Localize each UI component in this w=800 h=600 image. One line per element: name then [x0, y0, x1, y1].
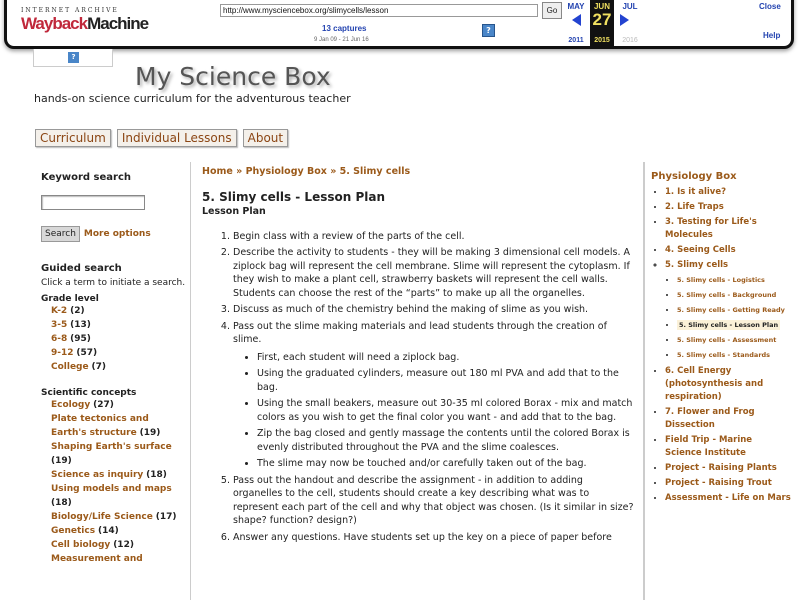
more-options-link[interactable]: More options — [83, 229, 151, 239]
sidebar-item[interactable]: • Assessment - Life on Mars — [665, 492, 791, 505]
sub-step: • Using the graduated cylinders, measure out 180 ml PVA and add that to the bag. — [257, 367, 634, 394]
help-icon[interactable]: ? — [482, 24, 495, 37]
wayback-logo-machine: Machine — [87, 14, 149, 33]
sidebar-item[interactable]: • Project - Raising Plants — [665, 462, 791, 475]
slimy-cells-sublist — [665, 275, 791, 360]
grade-level-heading: Grade level — [41, 294, 99, 304]
prev-arrow-icon[interactable] — [572, 14, 581, 26]
lesson-step: 6. Answer any questions. Have students set up the key on a piece of paper before — [233, 531, 634, 545]
facet-item[interactable]: Measurement and — [51, 554, 143, 564]
facet-item[interactable]: Biology/Life Science (17) — [51, 512, 177, 522]
sidebar-subitem-active[interactable]: • 5. Slimy cells - Lesson Plan — [677, 320, 791, 330]
sidebar-subitem[interactable]: • 5. Slimy cells - Standards — [677, 350, 791, 360]
wayback-go-button[interactable]: Go — [542, 2, 562, 19]
facet-item[interactable]: Using models and maps (18) — [51, 484, 172, 508]
slime-sub-steps — [233, 351, 634, 471]
calendar-next[interactable] — [617, 0, 643, 47]
captures-link[interactable]: 13 captures — [322, 24, 367, 33]
sidebar-item[interactable]: • 4. Seeing Cells — [665, 244, 791, 257]
site-title[interactable]: My Science Box — [135, 62, 331, 91]
sidebar-subitem[interactable]: • 5. Slimy cells - Getting Ready — [677, 305, 791, 315]
scientific-concepts-list — [41, 398, 186, 566]
nav-about[interactable]: About — [243, 129, 288, 147]
main-content — [202, 165, 634, 547]
page-title: 5. Slimy cells - Lesson Plan — [202, 189, 385, 204]
facet-item[interactable]: 6-8 (95) — [51, 334, 91, 344]
facet-item[interactable]: Genetics (14) — [51, 526, 119, 536]
wayback-help-link[interactable]: Help — [763, 31, 781, 40]
calendar-current — [590, 0, 614, 47]
current-month: JUN — [593, 2, 610, 11]
sidebar-subitem[interactable]: • 5. Slimy cells - Assessment — [677, 335, 791, 345]
sidebar-item[interactable]: • 1. Is it alive? — [665, 186, 791, 199]
search-button[interactable]: Search — [41, 226, 80, 242]
page-subtitle: Lesson Plan — [202, 206, 266, 217]
internet-archive-label: INTERNET ARCHIVE — [21, 7, 119, 14]
wayback-toolbar — [4, 0, 794, 49]
prev-year[interactable]: 2011 — [568, 37, 584, 44]
main-nav — [35, 129, 288, 147]
keyword-search-input[interactable] — [41, 195, 145, 210]
left-sidebar — [41, 172, 186, 566]
sub-step: • The slime may now be touched and/or carefully taken out of the bag. — [257, 457, 634, 471]
sidebar-item[interactable]: • 7. Flower and Frog Dissection — [665, 406, 791, 432]
current-day: 27 — [592, 10, 612, 29]
breadcrumb[interactable]: Home » Physiology Box » 5. Slimy cells — [202, 166, 411, 177]
keyword-search-heading: Keyword search — [41, 172, 132, 183]
sidebar-subitem[interactable]: • 5. Slimy cells - Logistics — [677, 275, 791, 285]
sidebar-item[interactable]: • 2. Life Traps — [665, 201, 791, 214]
facet-item[interactable]: Cell biology (12) — [51, 540, 134, 550]
site-tagline: hands-on science curriculum for the adventurous teacher — [34, 92, 351, 105]
sub-step: • Using the small beakers, measure out 30-35 ml colored Borax - mix and match colors as you wish to get the final color you want - and add that to the bag. — [257, 397, 634, 424]
sub-step: • Zip the bag closed and gently massage the contents until the colored Borax is evenly distributed throughout the PVA and the slime coalesces. — [257, 427, 634, 454]
physiology-box-list — [651, 186, 791, 505]
sub-step: • First, each student will need a ziplock bag. — [257, 351, 634, 365]
right-sidebar — [651, 171, 791, 507]
guided-search-heading: Guided search — [41, 263, 122, 274]
next-year: 2016 — [622, 37, 638, 44]
wayback-close-link[interactable]: Close — [759, 2, 781, 11]
nav-curriculum[interactable]: Curriculum — [35, 129, 111, 147]
facet-item[interactable]: College (7) — [51, 362, 106, 372]
wayback-url-input[interactable]: http://www.mysciencebox.org/slimycells/lesson — [220, 4, 538, 17]
wayback-subpanel — [33, 49, 113, 67]
sidebar-subitem[interactable]: • 5. Slimy cells - Background — [677, 290, 791, 300]
facet-item[interactable]: Science as inquiry (18) — [51, 470, 167, 480]
grade-level-list — [41, 304, 186, 374]
facet-item[interactable]: K-2 (2) — [51, 306, 85, 316]
lesson-steps — [202, 230, 634, 545]
left-divider — [190, 162, 191, 600]
physiology-box-heading[interactable]: Physiology Box — [651, 171, 737, 182]
sidebar-item-slimy-cells[interactable]: ◦ 5. Slimy cells • 5. Slimy cells - Logistics • 5. Slimy cells - Background • 5. Slimy cells - Getting Ready • 5. Slimy cells - Lesson Plan • 5. Slimy cells - Assessment • 5. Slimy cells - Standards — [665, 259, 791, 360]
scientific-concepts-heading: Scientific concepts — [41, 388, 137, 398]
wayback-logo[interactable] — [21, 7, 148, 32]
facet-item[interactable]: Shaping Earth's surface (19) — [51, 442, 172, 466]
lesson-step: 3. Discuss as much of the chemistry behind the making of slime as you wish. — [233, 303, 634, 317]
sidebar-item[interactable]: • Project - Raising Trout — [665, 477, 791, 490]
facet-item[interactable]: 3-5 (13) — [51, 320, 91, 330]
lesson-step: 1. Begin class with a review of the parts of the cell. — [233, 230, 634, 244]
next-month[interactable]: JUL — [622, 2, 638, 11]
sidebar-item[interactable]: • 3. Testing for Life's Molecules — [665, 216, 791, 242]
sidebar-item[interactable]: • Field Trip - Marine Science Institute — [665, 434, 791, 460]
facet-item[interactable]: Ecology (27) — [51, 400, 114, 410]
lesson-step: 5. Pass out the handout and describe the assignment - in addition to adding organelles to the cell, students should create a key describing what was to represent each part of the cell and why that object was chosen. (Is it similar in size? shape? function? design?) — [233, 474, 634, 528]
lesson-step: 4. Pass out the slime making materials and lead students through the creation of slime. • First, each student will need a ziplock bag. • Using the graduated cylinders, measure out 180 ml PVA and add that to the bag. • Using the small beakers, measure out 30-35 ml colored Borax - mix and match colors as you wish to get the final color you want - and add that to the bag. • Zip the bag closed and gently massage the contents until the colored Borax is evenly distributed throughout the PVA and the slime coalesces. • The slime may now be touched and/or carefully taken out of the bag. — [233, 320, 634, 471]
sidebar-item[interactable]: • 6. Cell Energy (photosynthesis and respiration) — [665, 365, 791, 404]
wayback-logo-way: Wayback — [21, 14, 88, 33]
current-year: 2015 — [594, 37, 610, 44]
nav-individual-lessons[interactable]: Individual Lessons — [117, 129, 237, 147]
captures-range: 9 Jan 09 - 21 Jun 16 — [314, 37, 369, 43]
lesson-step: 2. Describe the activity to students - they will be making 3 dimensional cell models. A ziplock bag will represent the cell membrane. Slime will represent the cytoplasm. If they wish to make a plant cell, strawberry baskets will represent the cell walls. Students can choose the rest of the “parts” to make up all the organelles. — [233, 246, 634, 300]
guided-search-description: Click a term to initiate a search. — [41, 278, 186, 288]
facet-item[interactable]: Plate tectonics and Earth's structure (19) — [51, 414, 161, 438]
right-divider — [643, 162, 645, 600]
facet-item[interactable]: 9-12 (57) — [51, 348, 98, 358]
help-icon-small[interactable]: ? — [68, 52, 79, 63]
prev-month[interactable]: MAY — [567, 2, 585, 11]
